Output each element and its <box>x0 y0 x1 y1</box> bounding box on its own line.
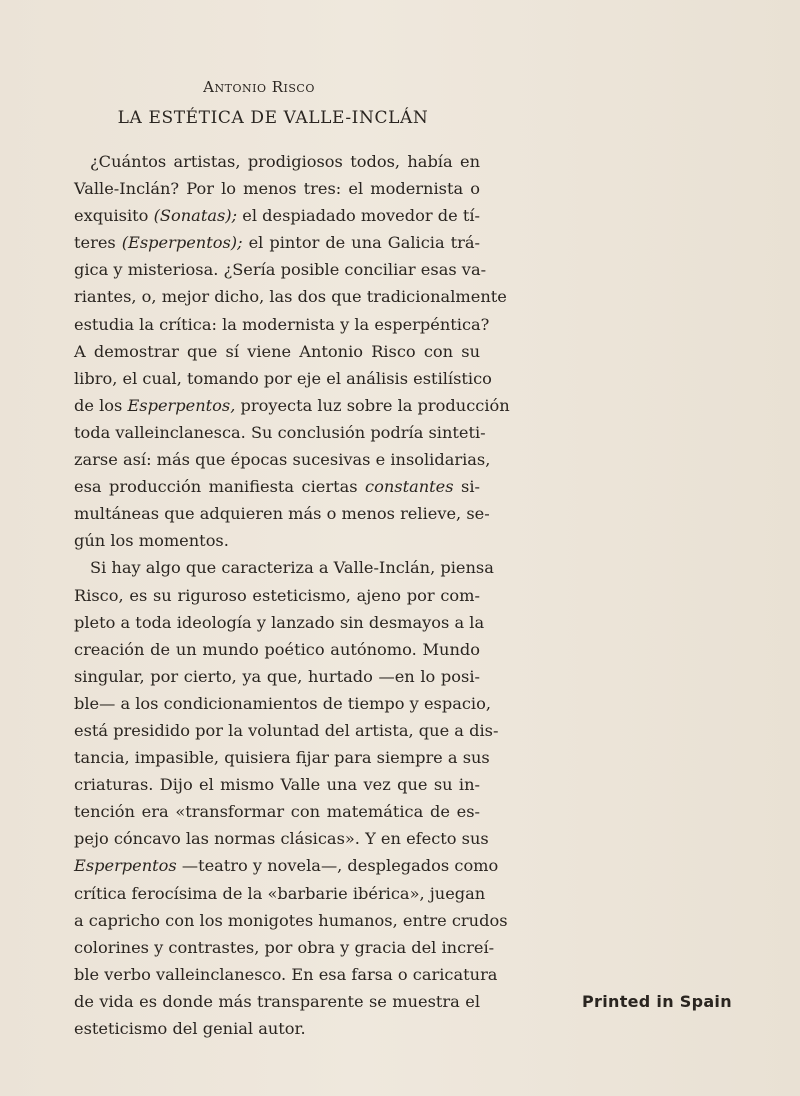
text-line: Esperpentos —teatro y novela—, desplegados como <box>74 856 499 876</box>
text-line: singular, por cierto, ya que, hurtado —en lo posi- <box>74 666 480 686</box>
text-line: Valle-Inclán? Por lo menos tres: el modernista o <box>74 179 480 199</box>
author-name: Antonio Risco <box>203 78 315 96</box>
article-title: LA ESTÉTICA DE VALLE-INCLÁN <box>117 108 429 128</box>
text-line: ble verbo valleinclanesco. En esa farsa o caricatura <box>74 964 498 984</box>
text-line: teres (Esperpentos); el pintor de una Galicia trá- <box>74 233 480 253</box>
text-line: creación de un mundo poético autónomo. Mundo <box>74 639 480 659</box>
text-line: tención era «transformar con matemática de es- <box>74 802 480 822</box>
text-line: ble— a los condicionamientos de tiempo y espacio, <box>74 693 491 713</box>
italic-title: (Esperpentos); <box>121 233 243 253</box>
text-line: crítica ferocísima de la «barbarie ibérica», juegan <box>74 883 486 903</box>
text-line: está presidido por la voluntad del artista, que a dis- <box>74 720 499 740</box>
text-line: esa producción manifiesta ciertas constantes si- <box>74 477 480 497</box>
text-line: libro, el cual, tomando por eje el análisis estilístico <box>74 368 492 388</box>
text-line: riantes, o, mejor dicho, las dos que tradicionalmente <box>74 287 507 307</box>
text-line: gún los momentos. <box>74 531 229 551</box>
text-line: colorines y contrastes, por obra y gracia del increí- <box>74 937 495 957</box>
text-line: de vida es donde más transparente se muestra el <box>74 991 480 1011</box>
italic-title: Esperpentos, <box>127 395 236 415</box>
italic-title: (Sonatas); <box>153 206 238 226</box>
text-line: pleto a toda ideología y lanzado sin desmayos a la <box>74 612 485 632</box>
text-line: ¿Cuántos artistas, prodigiosos todos, había en <box>90 152 480 171</box>
text-line: a capricho con los monigotes humanos, entre crudos <box>74 910 508 930</box>
text-line: pejo cóncavo las normas clásicas». Y en efecto sus <box>74 829 489 849</box>
text-line: exquisito (Sonatas); el despiadado movedor de tí- <box>74 206 480 226</box>
italic-title: Esperpentos <box>74 856 177 876</box>
text-line: toda valleinclanesca. Su conclusión podría sinteti- <box>74 422 486 442</box>
text-line: A demostrar que sí viene Antonio Risco con su <box>74 341 480 361</box>
printed-in-spain-note: Printed in Spain <box>582 992 732 1011</box>
text-line: gica y misteriosa. ¿Sería posible conciliar esas va- <box>74 260 487 280</box>
text-line: esteticismo del genial autor. <box>74 1019 306 1038</box>
text-line: Risco, es su riguroso esteticismo, ajeno por com- <box>74 585 480 605</box>
text-line: criaturas. Dijo el mismo Valle una vez que su in- <box>74 775 480 795</box>
text-line: zarse así: más que épocas sucesivas e insolidarias, <box>74 450 491 470</box>
text-line: estudia la crítica: la modernista y la esperpéntica? <box>74 314 490 334</box>
text-line: tancia, impasible, quisiera fijar para siempre a sus <box>74 748 490 768</box>
text-line: multáneas que adquieren más o menos relieve, se- <box>74 504 490 524</box>
article-body <box>74 148 510 1042</box>
italic-title: constantes <box>365 477 454 497</box>
text-line: de los Esperpentos, proyecta luz sobre la producción <box>74 395 510 415</box>
text-line: Si hay algo que caracteriza a Valle-Inclán, piensa <box>90 558 494 578</box>
